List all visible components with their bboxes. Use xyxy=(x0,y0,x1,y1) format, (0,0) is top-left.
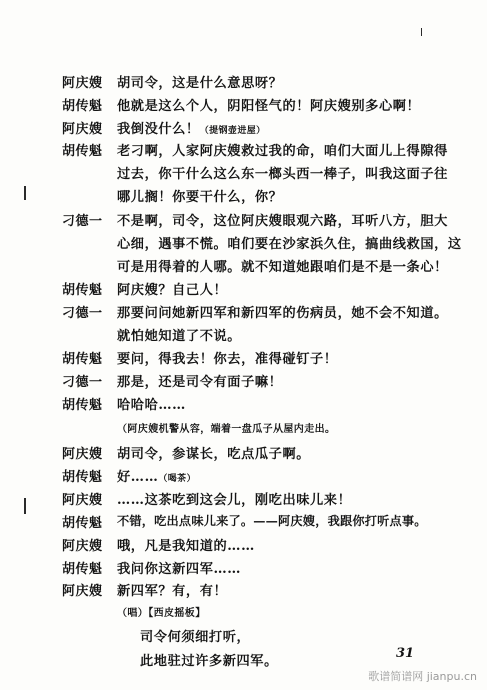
dialogue-line: 阿庆嫂？自己人！ xyxy=(117,283,228,298)
dialogue-line: 新四军？有，有！ xyxy=(117,584,228,599)
dialogue-line: ……这茶吃到这会儿，刚吃出味儿来！ xyxy=(117,493,352,508)
dialogue-line: 老刁啊，人家阿庆嫂救过我的命，咱们大面儿上得隙得 xyxy=(117,144,448,159)
dialogue-line: 要问，得我去！你去，准得碰钉子！ xyxy=(117,352,338,367)
stage-direction: （阿庆嫂机警从容，端着一盘瓜子从屋内走出。 xyxy=(117,424,336,435)
speaker-label: 阿庆嫂 xyxy=(62,539,103,554)
dialogue-line xyxy=(117,466,196,485)
speaker-label: 胡传魁 xyxy=(62,398,103,413)
scan-mark xyxy=(24,498,26,514)
speaker-label: 阿庆嫂 xyxy=(62,584,103,599)
speaker-label: 阿庆嫂 xyxy=(62,76,103,91)
scan-mark xyxy=(24,186,26,200)
speaker-label: 胡传魁 xyxy=(62,516,103,531)
dialogue-line: 不是啊，司令，这位阿庆嫂眼观六路，耳听八方，胆大 xyxy=(117,214,448,229)
speaker-label: 阿庆嫂 xyxy=(62,493,103,508)
dialogue-line: 就怕她知道了不说。 xyxy=(117,329,242,344)
speaker-label: 刁德一 xyxy=(62,375,103,390)
dialogue-text: 好…… xyxy=(117,470,159,485)
dialogue-line: 他就是这么个人，阴阳怪气的！阿庆嫂别多心啊！ xyxy=(117,99,421,114)
dialogue-line: 那是，还是司令有面子嘛！ xyxy=(117,375,283,390)
stage-aside: （提钢壶进屋） xyxy=(199,126,266,136)
verse-line: 此地驻过许多新四军。 xyxy=(140,654,278,669)
dialogue-line: 心细，遇事不慌。咱们要在沙家浜久住，搞曲线救国，这 xyxy=(117,237,462,252)
speaker-label: 阿庆嫂 xyxy=(62,122,103,137)
speaker-label: 胡传魁 xyxy=(62,352,103,367)
watermark: 歌谱简谱网 jianpu.cn xyxy=(368,670,477,683)
page-number: 31 xyxy=(396,646,415,661)
dialogue-line: 不错，吃出点味儿来了。——阿庆嫂，我跟你打听点事。 xyxy=(117,514,427,528)
scan-mark xyxy=(421,28,422,36)
verse-line: 司令何须细打听， xyxy=(140,630,251,645)
dialogue-line xyxy=(117,118,266,137)
dialogue-line: 哦，凡是我知道的…… xyxy=(117,539,255,554)
dialogue-line: 胡司令，这是什么意思呀？ xyxy=(117,76,283,91)
speaker-label: 刁德一 xyxy=(62,306,103,321)
speaker-label: 胡传魁 xyxy=(62,144,103,159)
dialogue-line: 可是用得着的人哪。就不知道她跟咱们是不是一条心！ xyxy=(117,260,448,275)
speaker-label: 胡传魁 xyxy=(62,470,103,485)
speaker-label: 胡传魁 xyxy=(62,562,103,577)
dialogue-line: 胡司令，参谋长，吃点瓜子啊。 xyxy=(117,447,311,462)
dialogue-line: 哪儿搁！你要干什么，你？ xyxy=(117,190,283,205)
dialogue-line: 那要问问她新四军和新四军的伤病员，她不会不知道。 xyxy=(117,306,448,321)
dialogue-line: 我问你这新四军…… xyxy=(117,562,242,577)
dialogue-line: 哈哈哈…… xyxy=(117,398,186,413)
speaker-label: 胡传魁 xyxy=(62,99,103,114)
dialogue-text: 我倒没什么！ xyxy=(117,122,200,137)
dialogue-line: 过去，你干什么这么东一榔头西一棒子，叫我这面子往 xyxy=(117,167,448,182)
speaker-label: 胡传魁 xyxy=(62,283,103,298)
stage-aside: （喝茶） xyxy=(158,474,196,484)
speaker-label: 刁德一 xyxy=(62,214,103,229)
singing-cue: （唱）【西皮摇板】 xyxy=(117,608,206,619)
speaker-label: 阿庆嫂 xyxy=(62,447,103,462)
